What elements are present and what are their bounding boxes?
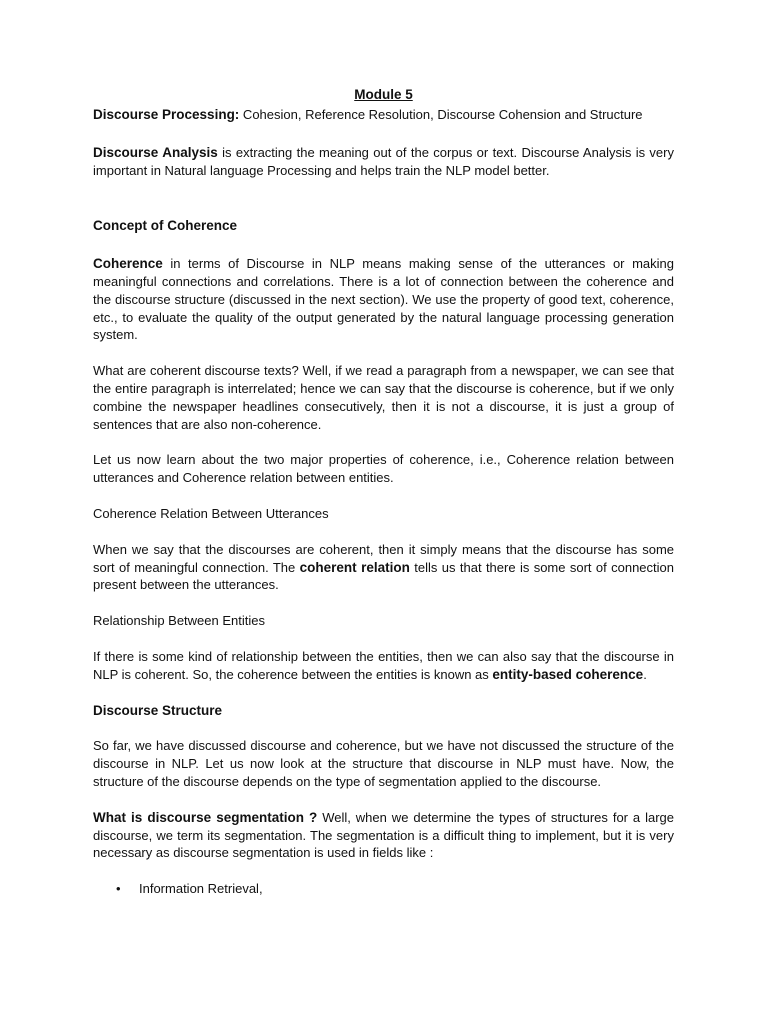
list-item-text: Information Retrieval, — [139, 881, 263, 897]
analysis-paragraph — [93, 144, 674, 180]
entities-bold: entity-based coherence — [492, 666, 644, 682]
coherence-label: Coherence — [93, 256, 163, 272]
utterances-bold: coherent relation — [299, 559, 410, 575]
entities-text-after: . — [643, 666, 647, 682]
coherence-text: in terms of Discourse in NLP means making sense of the utterances or making meaningful connections and correlations. There is a lot of connection between the coherence and the discourse structure (discussed in the next section). We use the property of good text, coherence, etc., to evaluate the quality of the output generated by the natural language processing generation system. — [93, 256, 674, 343]
entities-heading: Relationship Between Entities — [93, 613, 265, 629]
segmentation-fields-list — [93, 880, 674, 898]
coherence-paragraph-3: Let us now learn about the two major properties of coherence, i.e., Coherence relation between utterances and Coherence relation between entities. — [93, 452, 674, 486]
coherence-paragraph-2: What are coherent discourse texts? Well, if we read a paragraph from a newspaper, we can see that the entire paragraph is interrelated; hence we can say that the discourse is coherence, but if we only combine the newspaper headlines consecutively, then it is not a discourse, it is just a group of sentences that are also non-coherence. — [93, 363, 674, 432]
entities-paragraph — [93, 648, 674, 684]
utterances-text-before: When we say that the discourses are coherent, then it simply means that the discourse has some sort of meaningful connection. The — [93, 541, 674, 575]
list-item — [93, 880, 674, 898]
segmentation-text: Well, when we determine the types of structures for a large discourse, we term its segmentation. The segmentation is a difficult thing to implement, but it is very necessary as discourse segmentation is used in fields like : — [93, 809, 674, 861]
intro-label: Discourse Processing: — [93, 107, 240, 122]
utterances-heading: Coherence Relation Between Utterances — [93, 505, 329, 521]
entities-text-before: If there is some kind of relationship between the entities, then we can also say that the discourse in NLP is coherent. So, the coherence between the entities is known as — [93, 648, 674, 682]
utterances-text-after: tells us that there is some sort of connection present between the utterances. — [93, 559, 674, 593]
structure-paragraph-1: So far, we have discussed discourse and coherence, but we have not discussed the structure of the discourse in NLP. Let us now look at the structure that discourse in NLP must have. Now, the structure of the discourse depends on the type of segmentation applied to the discourse. — [93, 738, 674, 789]
intro-paragraph — [93, 106, 674, 124]
coherence-paragraph-1 — [93, 255, 674, 344]
document-page — [93, 86, 674, 898]
intro-text: Cohesion, Reference Resolution, Discourse Cohension and Structure — [239, 107, 643, 122]
structure-heading: Discourse Structure — [93, 702, 223, 718]
coherence-heading: Concept of Coherence — [93, 218, 238, 234]
analysis-text: is extracting the meaning out of the corpus or text. Discourse Analysis is very important in Natural language Processing and helps train the NLP model better. — [93, 144, 674, 178]
utterances-paragraph — [93, 541, 674, 594]
page-title: Module 5 — [354, 87, 413, 102]
bullet-icon: • — [116, 881, 121, 897]
segmentation-paragraph — [93, 809, 674, 862]
segmentation-label: What is discourse segmentation ? — [93, 809, 318, 825]
analysis-label: Discourse Analysis — [93, 144, 218, 160]
